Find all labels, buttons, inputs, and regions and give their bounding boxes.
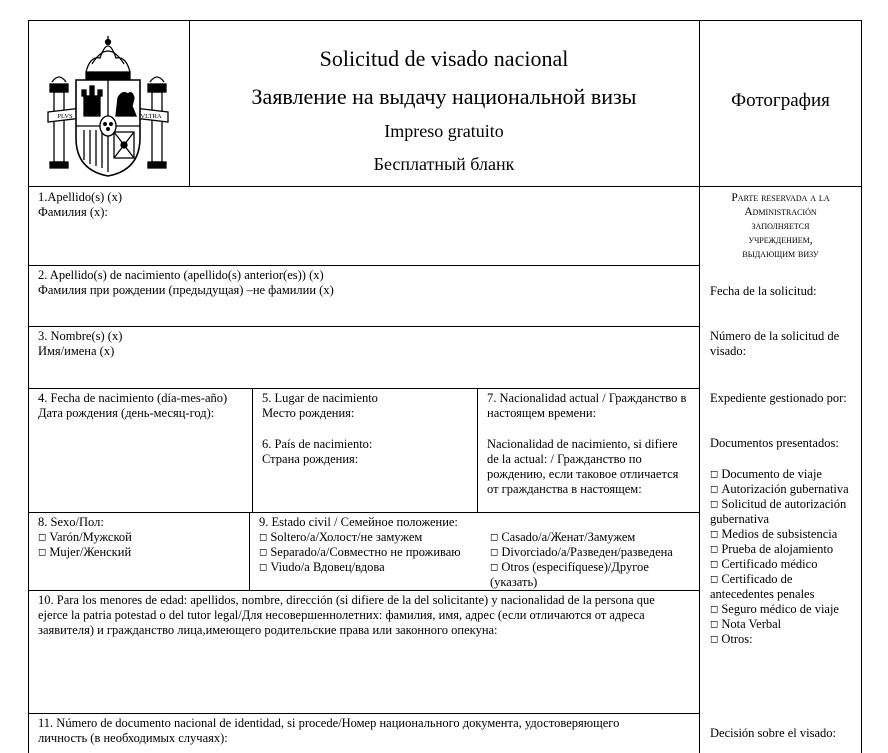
motto-left: PLVS	[57, 113, 73, 120]
doc-authorization-request[interactable]	[710, 497, 846, 512]
doc-verbal-note-label: Nota Verbal	[721, 617, 782, 631]
civil-option-single-label: Soltero/a/Холост/не замужем	[270, 530, 423, 544]
checkbox-icon[interactable]: ◻	[710, 619, 719, 630]
managed-by-label: Expediente gestionado por:	[710, 391, 847, 405]
divider-col-8-9	[249, 512, 250, 591]
doc-gov-authorization-label: Autorización gubernativa	[721, 482, 849, 496]
checkbox-icon[interactable]: ◻	[710, 604, 719, 615]
field-nationality-line6: от гражданства в настоящем:	[487, 482, 642, 496]
field-guardian-line3: заявителя) и гражданство лица,имеющего родительские права или законного опекуна:	[38, 623, 498, 637]
field-surname-label-es: 1.Apellido(s) (x)	[38, 190, 123, 204]
application-date-label: Fecha de la solicitud:	[710, 284, 817, 298]
checkbox-icon[interactable]: ◻	[710, 574, 719, 585]
checkbox-icon[interactable]: ◻	[490, 562, 499, 573]
doc-travel-insurance[interactable]	[710, 602, 839, 617]
divider-row2	[28, 326, 700, 327]
admin-reserved-line3: заполняется	[751, 220, 810, 232]
field-cob-label-es: 6. País de nacimiento:	[262, 437, 373, 451]
field-pob-label-ru: Место рождения:	[262, 406, 355, 420]
checkbox-icon[interactable]: ◻	[490, 532, 499, 543]
field-national-id-line2: личность (в необходимых случаях):	[38, 731, 228, 745]
civil-option-widowed[interactable]	[259, 560, 385, 575]
field-cob-label-ru: Страна рождения:	[262, 452, 359, 466]
admin-reserved-line2: Administración	[744, 206, 817, 218]
field-nationality-line2: настоящем времени:	[487, 406, 597, 420]
checkbox-icon[interactable]: ◻	[490, 547, 499, 558]
field-national-id-line1: 11. Número de documento nacional de identidad, si procede/Номер национального документа, удостоверяющего	[38, 716, 620, 730]
field-birth-surname-label-ru: Фамилия при рождении (предыдущая) –не фамилии (x)	[38, 283, 334, 297]
admin-reserved-line1: Parte reservada a la	[731, 192, 830, 204]
subtitle-russian: Бесплатный бланк	[373, 154, 515, 174]
doc-accommodation[interactable]	[710, 542, 833, 557]
civil-option-other-note: (указать)	[490, 575, 538, 589]
doc-criminal-record-cont: antecedentes penales	[710, 587, 815, 601]
checkbox-icon[interactable]: ◻	[259, 547, 268, 558]
field-nationality-line3: Nacionalidad de nacimiento, si difiere	[487, 437, 678, 451]
doc-criminal-record[interactable]	[710, 572, 792, 587]
doc-other[interactable]	[710, 632, 753, 647]
doc-travel[interactable]	[710, 467, 822, 482]
civil-option-married-label: Casado/a/Женат/Замужем	[501, 530, 636, 544]
divider-col-5-7	[477, 388, 478, 513]
civil-option-married[interactable]	[490, 530, 635, 545]
divider-row5	[28, 590, 700, 591]
sex-option-female-label: Mujer/Женский	[49, 545, 132, 559]
doc-travel-label: Documento de viaje	[721, 467, 822, 481]
field-nationality-line5: рождению, если таковое отличается	[487, 467, 679, 481]
doc-accommodation-label: Prueba de alojamiento	[721, 542, 834, 556]
checkbox-icon[interactable]: ◻	[710, 469, 719, 480]
doc-verbal-note[interactable]	[710, 617, 781, 632]
sex-option-male-label: Varón/Мужской	[49, 530, 132, 544]
doc-travel-insurance-label: Seguro médico de viaje	[721, 602, 839, 616]
checkbox-icon[interactable]: ◻	[38, 532, 47, 543]
divider-row1	[28, 265, 700, 266]
divider-sidebar	[699, 20, 700, 753]
field-pob-label-es: 5. Lugar de nacimiento	[262, 391, 378, 405]
documents-label: Documentos presentados:	[710, 436, 839, 450]
checkbox-icon[interactable]: ◻	[710, 529, 719, 540]
subtitle-spanish: Impreso gratuito	[384, 121, 504, 141]
field-dob-label-es: 4. Fecha de nacimiento (día-mes-año)	[38, 391, 228, 405]
doc-gov-authorization[interactable]	[710, 482, 849, 497]
spain-coat-of-arms-icon	[42, 34, 174, 184]
doc-subsistence[interactable]	[710, 527, 837, 542]
admin-reserved-line5: выдающим визу	[742, 248, 819, 260]
field-surname-label-ru: Фамилия (x):	[38, 205, 108, 219]
field-sex-label: 8. Sexo/Пол:	[38, 515, 104, 529]
civil-option-widowed-label: Viudo/a Вдовец/вдова	[270, 560, 385, 574]
divider-header	[28, 186, 862, 187]
civil-option-other-label: Otros (especifíquese)/Другое	[501, 560, 649, 574]
checkbox-icon[interactable]: ◻	[710, 499, 719, 510]
admin-reserved-line4: учреждением,	[748, 234, 813, 246]
border-left	[28, 20, 29, 753]
title-russian: Заявление на выдачу национальной визы	[251, 84, 637, 109]
checkbox-icon[interactable]: ◻	[38, 547, 47, 558]
divider-row4	[28, 512, 700, 513]
civil-option-single[interactable]	[259, 530, 422, 545]
divider-row6	[28, 713, 700, 714]
civil-option-other[interactable]	[490, 560, 649, 575]
divider-row3	[28, 388, 700, 389]
photo-label: Фотография	[731, 90, 830, 111]
application-number-label-line1: Número de la solicitud de	[710, 329, 840, 343]
checkbox-icon[interactable]: ◻	[259, 562, 268, 573]
divider-col-4-5	[252, 388, 253, 513]
border-top	[28, 20, 862, 21]
doc-authorization-request-label: Solicitud de autorización	[721, 497, 847, 511]
motto-right: VLTRA	[140, 113, 162, 120]
field-nationality-line4: de la actual: / Гражданство по	[487, 452, 642, 466]
field-nationality-line1: 7. Nacionalidad actual / Гражданство в	[487, 391, 687, 405]
doc-medical-label: Certificado médico	[721, 557, 818, 571]
sex-option-female[interactable]	[38, 545, 131, 560]
visa-decision-label: Decisión sobre el visado:	[710, 726, 837, 740]
sex-option-male[interactable]	[38, 530, 132, 545]
doc-criminal-record-label: Certificado de	[721, 572, 793, 586]
title-spanish: Solicitud de visado nacional	[319, 46, 569, 71]
doc-authorization-request-cont: gubernativa	[710, 512, 770, 526]
checkbox-icon[interactable]: ◻	[710, 484, 719, 495]
field-first-name-label-ru: Имя/имена (x)	[38, 344, 115, 358]
field-civil-status-label: 9. Estado civil / Семейное положение:	[259, 515, 458, 529]
field-guardian-line2: ejerce la patria potestad o del tutor legal/Для несовершеннолетних: фамилия, имя, адрес (если отличаются от адреса	[38, 608, 645, 622]
field-first-name-label-es: 3. Nombre(s) (x)	[38, 329, 123, 343]
civil-option-divorced[interactable]	[490, 545, 673, 560]
checkbox-icon[interactable]: ◻	[710, 559, 719, 570]
doc-other-label: Otros:	[721, 632, 753, 646]
application-number-label-line2: visado:	[710, 344, 747, 358]
field-birth-surname-label-es: 2. Apellido(s) de nacimiento (apellido(s) anterior(es)) (x)	[38, 268, 324, 282]
field-guardian-line1: 10. Para los menores de edad: apellidos, nombre, dirección (si difiere de la del solicitante) y nacionalidad de la persona que	[38, 593, 655, 607]
doc-subsistence-label: Medios de subsistencia	[721, 527, 838, 541]
civil-option-separated-label: Separado/a/Совместно не проживаю	[270, 545, 461, 559]
checkbox-icon[interactable]: ◻	[710, 544, 719, 555]
field-dob-label-ru: Дата рождения (день-месяц-год):	[38, 406, 215, 420]
checkbox-icon[interactable]: ◻	[259, 532, 268, 543]
border-right	[861, 20, 862, 753]
doc-medical[interactable]	[710, 557, 817, 572]
civil-option-separated[interactable]	[259, 545, 461, 560]
civil-option-divorced-label: Divorciado/a/Разведен/разведена	[501, 545, 673, 559]
checkbox-icon[interactable]: ◻	[710, 634, 719, 645]
